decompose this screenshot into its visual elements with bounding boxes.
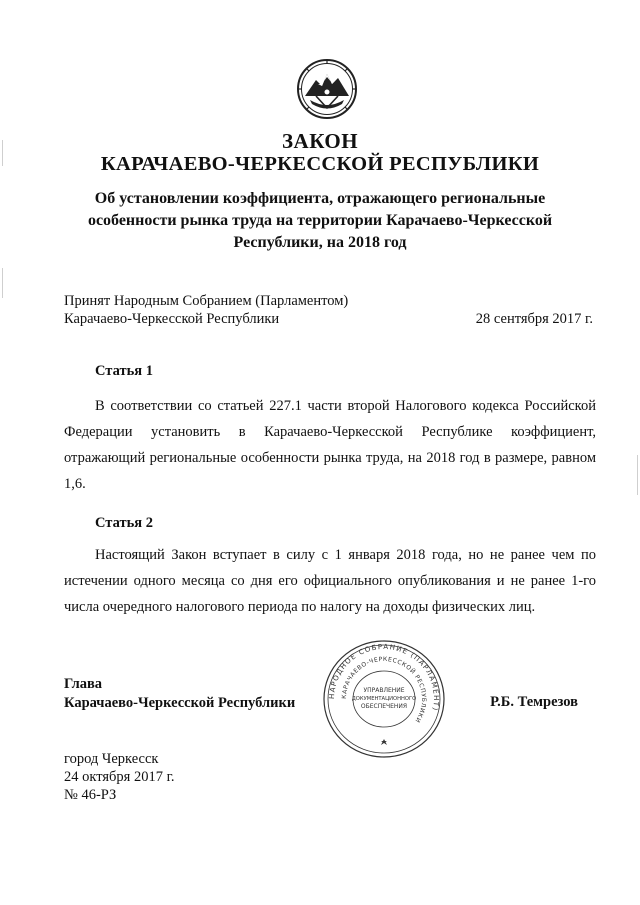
adoption-line: Принят Народным Собранием (Парламентом): [64, 293, 349, 309]
stamp-center-line: УПРАВЛЕНИЕ: [363, 687, 405, 694]
city: город Черкесск: [64, 751, 159, 767]
subtitle-line: Об установлении коэффициента, отражающего региональные: [94, 190, 546, 207]
article-2-title: Статья 2: [95, 515, 153, 531]
signatory-role: [64, 675, 295, 713]
stamp-center-line: ДОКУМЕНТАЦИОННОГО: [351, 696, 417, 702]
subtitle-line: Республики, на 2018 год: [233, 234, 407, 251]
adoption-date: 28 сентября 2017 г.: [475, 311, 593, 327]
star-icon: [381, 739, 387, 745]
subtitle-line: особенности рынка труда на территории Карачаево-Черкесской: [87, 212, 553, 229]
law-number: № 46-РЗ: [64, 787, 117, 803]
stamp-outer-text: НАРОДНОЕ СОБРАНИЕ (ПАРЛАМЕНТ): [327, 642, 441, 713]
scan-margin-mark: [2, 268, 3, 298]
coat-of-arms-emblem: [296, 58, 358, 120]
role-line: Глава: [64, 676, 103, 692]
adoption-line: Карачаево-Черкесской Республики: [64, 311, 280, 327]
adoption-note: [64, 292, 348, 328]
stamp-inner-text: КАРАЧАЕВО-ЧЕРКЕССКОЙ РЕСПУБЛИКИ: [340, 655, 428, 724]
law-title: ЗАКОН: [281, 129, 359, 153]
law-subtitle: [70, 188, 570, 254]
signatory-name: Р.Б. Темрезов: [490, 694, 578, 710]
republic-title: КАРАЧАЕВО-ЧЕРКЕССКОЙ РЕСПУБЛИКИ: [100, 153, 540, 175]
official-stamp: [314, 637, 454, 761]
article-2-text: Настоящий Закон вступает в силу с 1 января 2018 года, но не ранее чем по истечении одного месяца со дня его официального опубликования и не ранее 1-го числа очередного налогового периода по налогу на доходы физических лиц.: [64, 547, 596, 615]
role-line: Карачаево-Черкесской Республики: [64, 695, 296, 711]
stamp-center-line: ОБЕСПЕЧЕНИЯ: [360, 703, 408, 710]
place-and-date: [64, 750, 175, 804]
signing-date: 24 октября 2017 г.: [64, 769, 175, 785]
scan-margin-mark: [637, 455, 638, 495]
article-1-title: Статья 1: [95, 363, 153, 379]
article-1-text: В соответствии со статьей 227.1 части второй Налогового кодекса Российской Федерации установить в Карачаево-Черкесской Республике коэффициент, отражающий региональные особенности рынка труда, на 2018 год в размере, равном 1,6.: [64, 398, 596, 492]
